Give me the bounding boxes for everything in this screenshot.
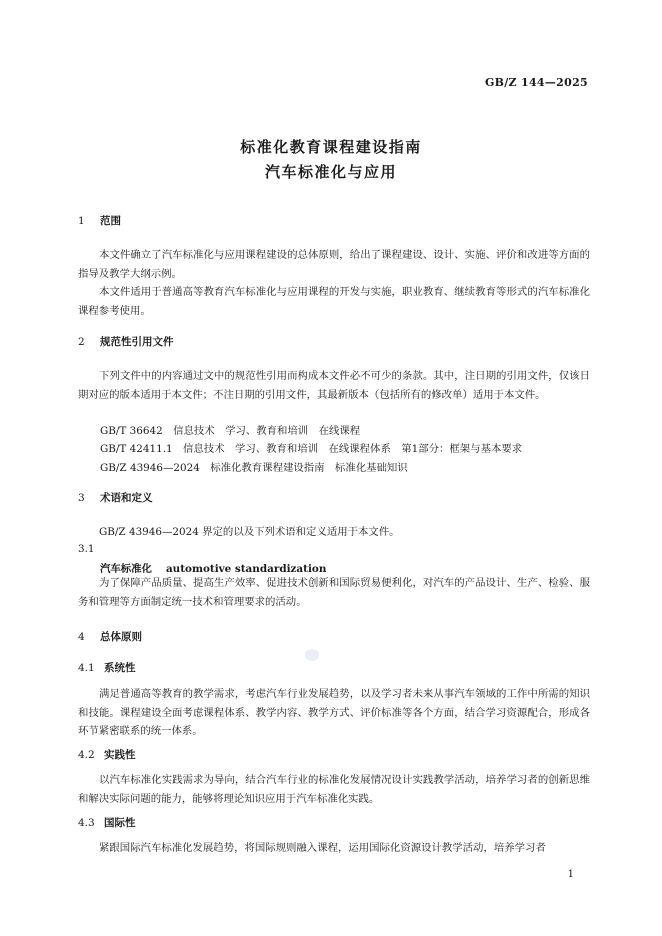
subsection-4-1-paragraph: 满足普通高等教育的教学需求，考虑汽车行业发展趋势，以及学习者未来从事汽车领域的工作中所需的知识和技能。课程建设全面考虑课程体系、教学内容、教学方式、评价标准等各个方面，结合学习资源配合，形成各环节紧密联系的统一体系。 (78, 688, 590, 737)
normative-reference: GB/Z 43946—2024 标准化教育课程建设指南 标准化基础知识 (100, 462, 408, 474)
subsection-4-3-heading (78, 815, 136, 830)
section-title: 范围 (100, 215, 121, 227)
page-number: 1 (567, 869, 574, 880)
document-subtitle: 汽车标准化与应用 (264, 163, 397, 181)
term-definition: 为了保障产品质量、提高生产效率、促进技术创新和国际贸易便利化，对汽车的产品设计、生产、检验、服务和管理等方面制定统一技术和管理要求的活动。 (78, 577, 590, 608)
section-1-heading (78, 213, 121, 228)
section-3-paragraph-1: GB/Z 43946—2024 界定的以及下列术语和定义适用于本文件。 (99, 526, 400, 538)
section-title: 总体原则 (100, 631, 142, 643)
subsection-number: 4.2 (78, 749, 95, 761)
section-2-heading (78, 334, 174, 349)
section-1-paragraph-1: 本文件确立了汽车标准化与应用课程建设的总体原则，给出了课程建设、设计、实施、评价和改进等方面的指导及教学大纲示例。 (78, 249, 590, 280)
term-number: 3.1 (78, 543, 95, 555)
section-title: 术语和定义 (100, 492, 153, 504)
document-title: 标准化教育课程建设指南 (240, 138, 422, 156)
term-english: automotive standardization (165, 563, 327, 575)
subsection-number: 4.3 (78, 817, 95, 829)
section-number: 4 (78, 631, 85, 643)
subsection-4-1-heading (78, 660, 136, 675)
section-3-heading (78, 490, 153, 505)
term-chinese: 汽车标准化 (100, 563, 152, 575)
watermark-logo (305, 649, 319, 661)
section-number: 2 (78, 336, 85, 348)
subsection-number: 4.1 (78, 662, 95, 674)
term-entry (100, 560, 326, 575)
section-2-paragraph-1: 下列文件中的内容通过文中的规范性引用而构成本文件必不可少的条款。其中，注日期的引用文件，仅该日期对应的版本适用于本文件；不注日期的引用文件，其最新版本（包括所有的修改单）适用于本文件。 (78, 370, 590, 401)
subsection-title: 系统性 (104, 662, 136, 674)
subsection-title: 实践性 (104, 749, 136, 761)
subsection-4-2-heading (78, 747, 136, 762)
section-1-paragraph-2: 本文件适用于普通高等教育汽车标准化与应用课程的开发与实施，职业教育、继续教育等形式的汽车标准化课程参考使用。 (78, 286, 590, 317)
normative-reference: GB/T 36642 信息技术 学习、教育和培训 在线课程 (100, 425, 361, 437)
subsection-4-2-paragraph: 以汽车标准化实践需求为导向，结合汽车行业的标准化发展情况设计实践教学活动，培养学习者的创新思维和解决实际问题的能力，能够将理论知识应用于汽车标准化实践。 (78, 774, 590, 805)
subsection-title: 国际性 (104, 817, 136, 829)
standard-code: GB/Z 144—2025 (484, 76, 588, 89)
subsection-4-3-paragraph: 紧跟国际汽车标准化发展趋势，将国际规则融入课程，运用国际化资源设计教学活动，培养学习者 (99, 842, 546, 854)
section-number: 1 (78, 215, 85, 227)
section-title: 规范性引用文件 (100, 336, 174, 348)
section-number: 3 (78, 492, 85, 504)
section-4-heading (78, 629, 142, 644)
normative-reference: GB/T 42411.1 信息技术 学习、教育和培训 在线课程体系 第1部分：框架与基本要求 (100, 443, 523, 455)
